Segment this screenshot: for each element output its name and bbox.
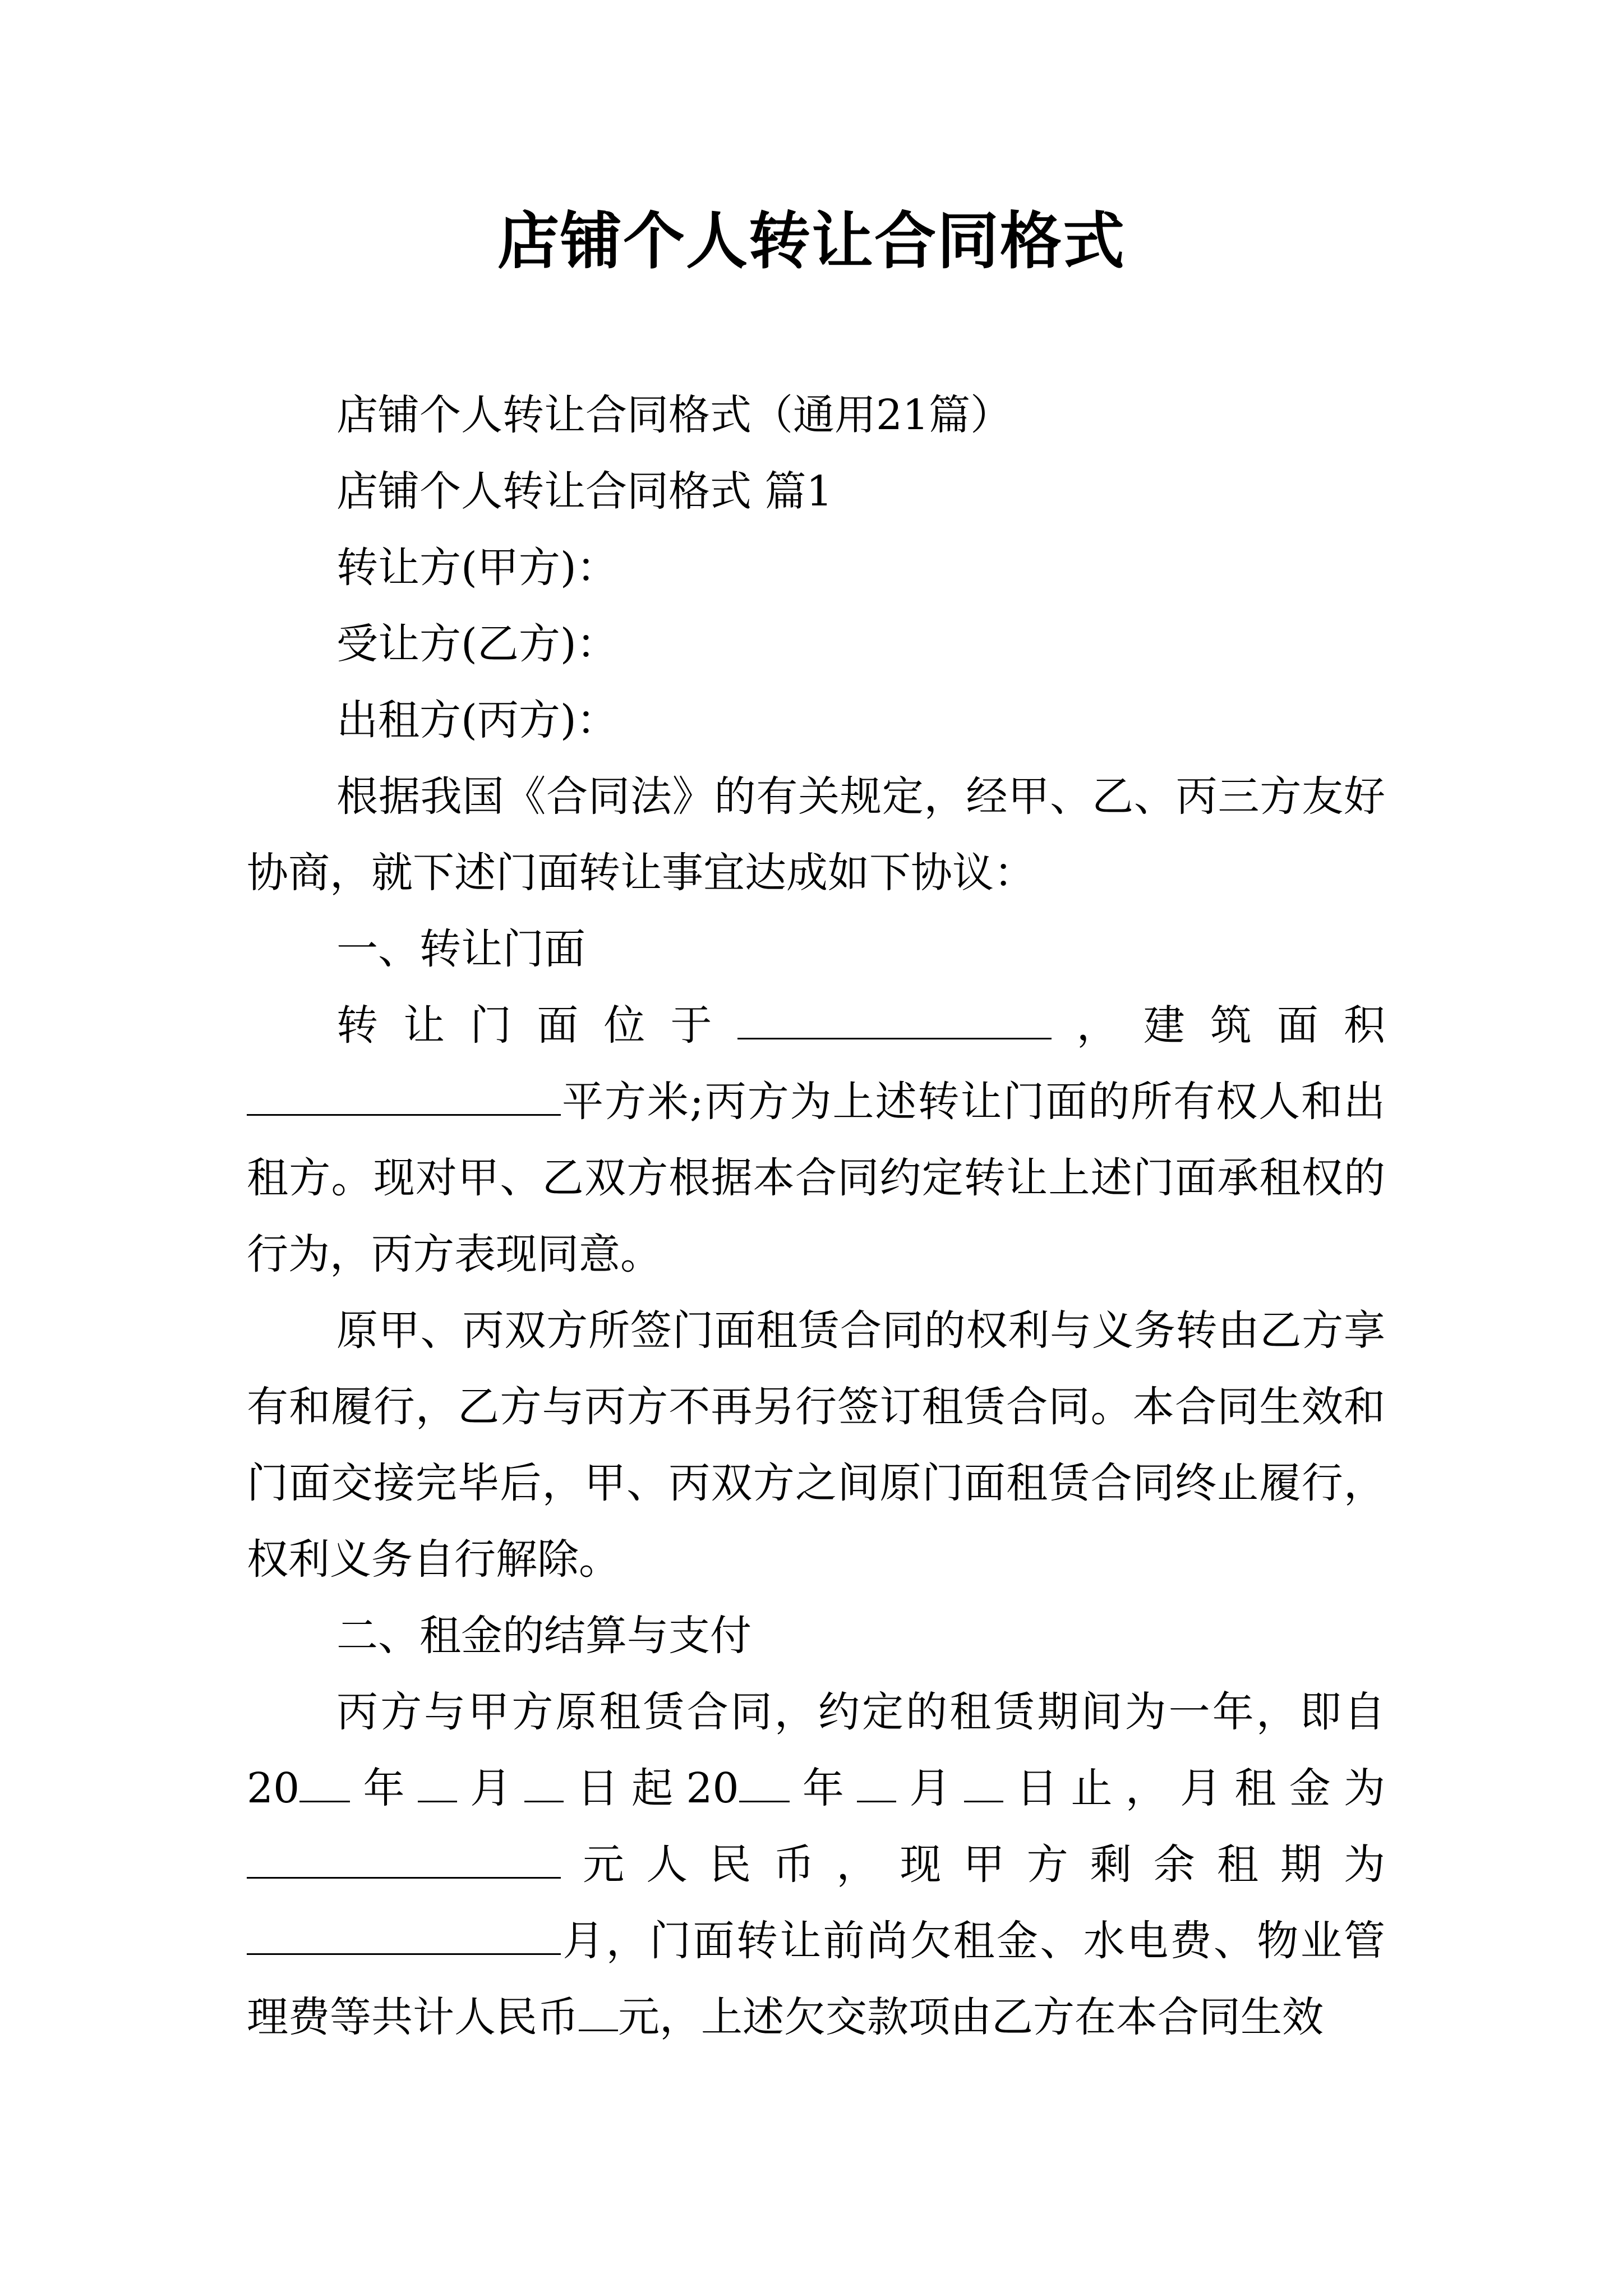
p3-text-c: 月，门面转让前尚欠租金、水电费、物业管理费等共计人民币: [247, 1917, 1385, 2041]
day-end-blank: [964, 1756, 1003, 1802]
day-end-label: 日止，月租金为: [1003, 1764, 1386, 1812]
party-b-line: 受让方(乙方)：: [336, 620, 618, 668]
heading-transfer-shop: 一、转让门面: [336, 925, 585, 973]
p1-text-a: 转让门面位于: [336, 1001, 737, 1050]
arrears-blank: [579, 1985, 618, 2031]
heading-rent-settlement: 二、租金的结算与支付: [336, 1612, 751, 1660]
monthly-rent-blank: [247, 1832, 561, 1879]
section-heading: 店铺个人转让合同格式 篇1: [336, 467, 833, 516]
day-start-label: 日起: [564, 1764, 686, 1812]
document-subtitle: 店铺个人转让合同格式（通用21篇）: [336, 391, 1012, 439]
month-end-blank: [857, 1756, 896, 1802]
party-a-line: 转让方(甲方)：: [336, 544, 618, 592]
party-c-line: 出租方(丙方)：: [336, 696, 618, 744]
year-label-1: 年: [350, 1764, 418, 1812]
month-label-1: 月: [457, 1764, 525, 1812]
intro-paragraph: 根据我国《合同法》的有关规定，经甲、乙、丙三方友好协商，就下述门面转让事宜达成如下协议：: [247, 772, 1385, 897]
year-start-blank: [299, 1756, 350, 1802]
document-body: [247, 377, 1385, 2055]
month-start-blank: [418, 1756, 457, 1802]
rights-paragraph: 原甲、丙双方所签门面租赁合同的权利与义务转由乙方享有和履行，乙方与丙方不再另行签订租赁合同。本合同生效和门面交接完毕后，甲、丙双方之间原门面租赁合同终止履行，权利义务自行解除。: [247, 1306, 1385, 1584]
location-blank: [737, 993, 1052, 1039]
p1-text-c: 平方米;丙方为上述转让门面的所有权人和出租方。现对甲、乙双方根据本合同约定转让上述门面承租权的行为，丙方表现同意。: [247, 1078, 1385, 1278]
year-end-blank: [739, 1756, 790, 1802]
p1-text-b: ，建筑面积: [1051, 1001, 1386, 1050]
month-label-2: 月: [896, 1764, 964, 1812]
area-blank: [247, 1069, 561, 1116]
day-start-blank: [524, 1756, 564, 1802]
p3-text-a: 丙方与甲方原租赁合同，约定的租赁期间为一年，即自: [336, 1688, 1385, 1736]
p3-text-b: 元人民币，现甲方剩余租期为: [561, 1841, 1385, 1889]
transfer-shop-paragraph: [247, 987, 1385, 1292]
p3-text-d: 元，上述欠交款项由乙方在本合同生效: [618, 1993, 1324, 2041]
rent-paragraph: [247, 1674, 1385, 2055]
document-title: 店铺个人转让合同格式: [497, 205, 1126, 277]
year-label-2: 年: [789, 1764, 857, 1812]
year-end-prefix: 20: [686, 1764, 739, 1812]
year-start-prefix: 20: [247, 1764, 300, 1812]
remaining-term-blank: [247, 1908, 561, 1955]
